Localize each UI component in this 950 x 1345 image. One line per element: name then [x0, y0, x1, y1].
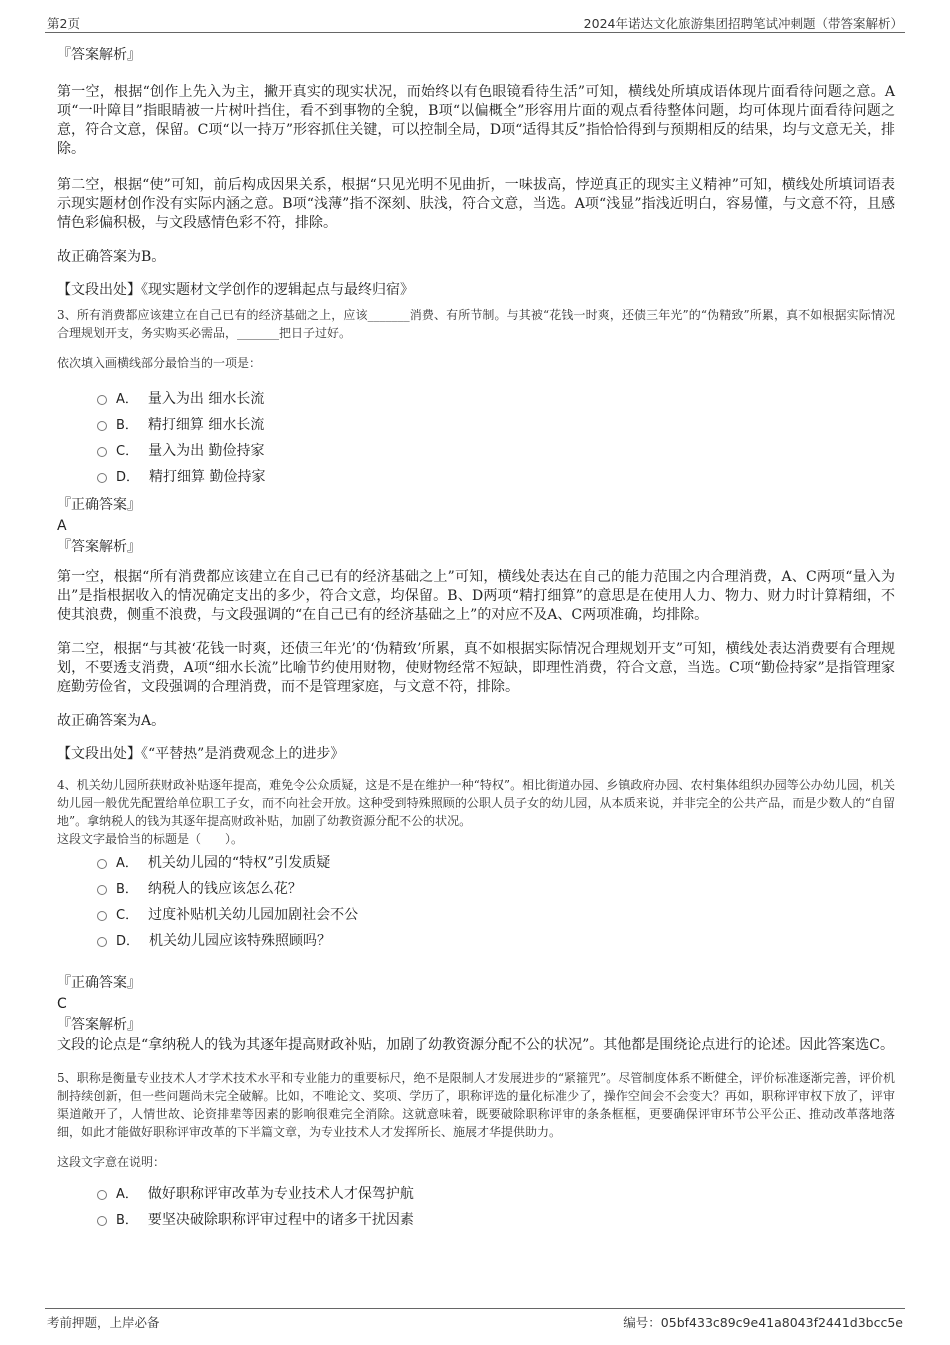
- analysis-label: 『答案解析』: [57, 539, 141, 555]
- document-title: 2024年诺达文化旅游集团招聘笔试冲刺题（带答案解析）: [583, 16, 903, 31]
- radio-icon[interactable]: [97, 447, 107, 457]
- q4-analysis: 文段的论点是“拿纳税人的钱为其逐年提高财政补贴，加剧了幼教资源分配不公的状况”。其他都是围绕论点进行的论述。因此答案选C。: [57, 1037, 895, 1053]
- q5-option-b[interactable]: B． 要坚决破除职称评审过程中的诸多干扰因素: [97, 1207, 895, 1233]
- q3-answer: A: [57, 518, 67, 534]
- radio-icon[interactable]: [97, 859, 107, 869]
- q3-source: 【文段出处】《“平替热”是消费观念上的进步》: [57, 746, 345, 762]
- correct-answer-label: 『正确答案』: [57, 975, 141, 991]
- q3-conclusion: 故正确答案为A。: [57, 713, 166, 729]
- q3-option-a[interactable]: A． 量入为出 细水长流: [97, 386, 895, 412]
- analysis-label: 『答案解析』: [57, 47, 141, 63]
- q4-option-c[interactable]: C． 过度补贴机关幼儿园加剧社会不公: [97, 902, 895, 928]
- q3-option-b[interactable]: B． 精打细算 细水长流: [97, 412, 895, 438]
- q2-analysis-p2: 第二空，根据“使”可知，前后构成因果关系，根据“只见光明不见曲折，一味拔高，悖逆真正的现实主义精神”可知，横线处所填词语表示现实题材创作没有实际内涵之意。B项“浅薄”指不深刻、肤浅，符合文意，当选。A项“浅显”指浅近明白，容易懂，与文意不符，且感情色彩偏积极，与文段感情色彩不符，排除。: [57, 177, 895, 231]
- page-footer: [45, 1308, 905, 1329]
- q3-stem: 3、所有消费都应该建立在自己已有的经济基础之上，应该_______消费、有所节制。与其被“花钱一时爽，还债三年光”的“伪精致”所累，真不如根据实际情况合理规划开支，务实购买必需品，_______把日子过好。: [57, 308, 895, 340]
- q4-prompt: 这段文字最恰当的标题是（ ）。: [57, 832, 244, 846]
- q4-option-b[interactable]: B． 纳税人的钱应该怎么花？: [97, 876, 895, 902]
- document-code: 编号：05bf433c89c9e41a8043f2441d3bcc5e: [623, 1315, 903, 1330]
- radio-icon[interactable]: [97, 937, 107, 947]
- q4-option-d[interactable]: D． 机关幼儿园应该特殊照顾吗？: [97, 928, 895, 954]
- q4-stem: 4、机关幼儿园所获财政补贴逐年提高，难免令公众质疑，这是不是在维护一种“特权”。相比街道办园、乡镇政府办园、农村集体组织办园等公办幼儿园，机关幼儿园一般优先配置给单位职工子女，而不向社会开放。这种受到特殊照顾的公职人员子女的幼儿园，从本质来说，并非完全的公共产品，而是少数人的“自留地”。拿纳税人的钱为其逐年提高财政补贴，加剧了幼教资源分配不公的状况。: [57, 778, 895, 828]
- radio-icon[interactable]: [97, 911, 107, 921]
- q2-source: 【文段出处】《现实题材文学创作的逻辑起点与最终归宿》: [57, 282, 414, 298]
- radio-icon[interactable]: [97, 421, 107, 431]
- page-number: 第2页: [47, 16, 80, 31]
- q3-option-c[interactable]: C． 量入为出 勤俭持家: [97, 438, 895, 464]
- radio-icon[interactable]: [97, 885, 107, 895]
- q4-options: [57, 850, 895, 954]
- q5-stem: 5、职称是衡量专业技术人才学术技术水平和专业能力的重要标尺，绝不是限制人才发展进步的“紧箍咒”。尽管制度体系不断健全，评价标准逐渐完善，评价机制持续创新，但一些问题尚未完全破解。比如，不唯论文、奖项、学历了，职称评选的量化标准少了，操作空间会不会变大？再如，职称评审权下放了，评审渠道敞开了，人情世故、论资排辈等因素的影响很难完全消除。这就意味着，既要破除职称评审的条条框框，更要确保评审环节公平公正、推动改革落地落细，如此才能做好职称评审改革的下半篇文章，为专业技术人才发挥所长、施展才华提供助力。: [57, 1071, 895, 1139]
- q4-answer: C: [57, 996, 67, 1012]
- radio-icon[interactable]: [97, 1216, 107, 1226]
- page-header: [45, 10, 905, 33]
- q5-prompt: 这段文字意在说明：: [57, 1155, 166, 1169]
- q3-options: [57, 386, 895, 490]
- q5-option-a[interactable]: A． 做好职称评审改革为专业技术人才保驾护航: [97, 1181, 895, 1207]
- analysis-label: 『答案解析』: [57, 1017, 141, 1033]
- footer-slogan: 考前押题，上岸必备: [47, 1315, 160, 1330]
- q3-analysis-p1: 第一空，根据“所有消费都应该建立在自己已有的经济基础之上”可知，横线处表达在自己的能力范围之内合理消费，A、C两项“量入为出”是指根据收入的情况确定支出的多少，符合文意，均保留。B、D两项“精打细算”的意思是在使用人力、物力、财力时计算精细，不使其浪费，侧重不浪费，与文段强调的“在自己已有的经济基础之上”的对应不及A、C两项准确，均排除。: [57, 569, 895, 623]
- radio-icon[interactable]: [97, 473, 107, 483]
- q2-analysis-p1: 第一空，根据“创作上先入为主，撇开真实的现实状况，而始终以有色眼镜看待生活”可知，横线处所填成语体现片面看待问题之意。A项“一叶障目”指眼睛被一片树叶挡住，看不到事物的全貌，B项“以偏概全”形容用片面的观点看待整体问题，均可体现片面看待问题之意，符合文意，保留。C项“以一持万”形容抓住关键，可以控制全局，D项“适得其反”指恰恰得到与预期相反的结果，均与文意无关，排除。: [57, 84, 895, 157]
- q5-options: [57, 1181, 895, 1233]
- radio-icon[interactable]: [97, 395, 107, 405]
- q3-option-d[interactable]: D． 精打细算 勤俭持家: [97, 464, 895, 490]
- q3-prompt: 依次填入画横线部分最恰当的一项是：: [57, 356, 262, 370]
- correct-answer-label: 『正确答案』: [57, 497, 141, 513]
- q4-option-a[interactable]: A． 机关幼儿园的“特权”引发质疑: [97, 850, 895, 876]
- q3-analysis-p2: 第二空，根据“与其被‘花钱一时爽，还债三年光’的‘伪精致’所累，真不如根据实际情况合理规划开支”可知，横线处表达消费要有合理规划，不要透支消费，A项“细水长流”比喻节约使用财物，使财物经常不短缺，即理性消费，符合文意，当选。C项“勤俭持家”是指管理家庭勤劳俭省，文段强调的合理消费，而不是管理家庭，与文意不符，排除。: [57, 641, 895, 695]
- radio-icon[interactable]: [97, 1190, 107, 1200]
- q2-conclusion: 故正确答案为B。: [57, 249, 166, 265]
- page-content: [57, 42, 895, 1233]
